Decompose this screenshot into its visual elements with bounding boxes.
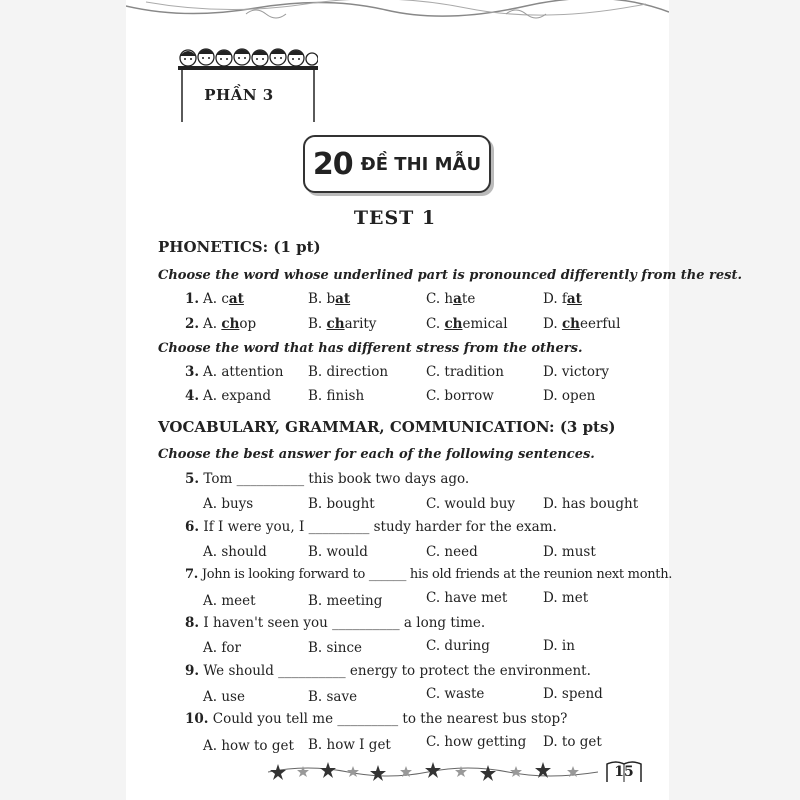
page-number: 15 [604,758,644,784]
q6-option-c: C. need [426,544,478,560]
q2-option-b: B. charity [308,316,377,332]
q8-option-a: A. for [203,640,241,656]
q5-option-a: A. buys [203,496,254,512]
question-10: 10. Could you tell me _________ to the nearest bus stop? [185,711,568,727]
question-8: 8. I haven't seen you __________ a long time. [185,615,486,631]
q6-option-b: B. would [308,544,368,560]
phonetics-instruction-1: Choose the word whose underlined part is pronounced differently from the rest. [158,268,742,283]
q3-option-a: A. attention [203,364,284,380]
q4-option-c: C. borrow [426,388,494,404]
q4-option-d: D. open [543,388,596,404]
q7-option-b: B. meeting [308,593,383,609]
q7-option-d: D. met [543,590,589,606]
q10-option-d: D. to get [543,734,602,750]
q1-option-b: B. bat [308,291,351,307]
question-3 [185,364,199,380]
vocabulary-heading: VOCABULARY, GRAMMAR, COMMUNICATION: (3 pts) [158,418,616,436]
footer-star-decoration [268,756,598,786]
q10-option-a: A. how to get [203,738,294,754]
question-1 [185,291,199,307]
q1-option-c: C. hate [426,291,476,307]
q3-option-d: D. victory [543,364,610,380]
title-text: ĐỀ THI MẪU [360,153,482,175]
q9-option-b: B. save [308,689,358,705]
title-box [303,135,491,193]
question-2 [185,316,199,332]
q5-option-c: C. would buy [426,496,516,512]
phonetics-heading: PHONETICS: (1 pt) [158,238,321,256]
top-flourish-decoration [126,0,669,24]
q5-option-d: D. has bought [543,496,639,512]
q2-option-a: A. chop [203,316,257,332]
q5-option-b: B. bought [308,496,375,512]
q9-option-c: C. waste [426,686,485,702]
q6-option-a: A. should [203,544,267,560]
question-number: 3. [185,364,200,380]
question-5: 5. Tom __________ this book two days ago. [185,471,470,487]
q1-option-a: A. cat [203,291,244,307]
question-number: 1. [185,291,200,307]
q8-option-b: B. since [308,640,362,656]
vocabulary-instruction: Choose the best answer for each of the following sentences. [158,447,595,462]
q9-option-a: A. use [203,689,245,705]
q7-option-a: A. meet [203,593,256,609]
q4-option-b: B. finish [308,388,365,404]
q9-option-d: D. spend [543,686,603,702]
question-7: 7. John is looking forward to ______ his old friends at the reunion next month. [185,567,673,582]
q6-option-d: D. must [543,544,596,560]
q2-option-d: D. cheerful [543,316,621,332]
q4-option-a: A. expand [203,388,271,404]
question-number: 2. [185,316,200,332]
q3-option-c: C. tradition [426,364,504,380]
part-banner [178,48,318,126]
q10-option-b: B. how I get [308,737,391,753]
question-4 [185,388,199,404]
title-number: 20 [312,146,353,182]
q10-option-c: C. how getting [426,734,527,750]
question-6: 6. If I were you, I _________ study harder for the exam. [185,519,557,535]
question-number: 4. [185,388,200,404]
q8-option-d: D. in [543,638,575,654]
q7-option-c: C. have met [426,590,508,606]
q1-option-d: D. fat [543,291,582,307]
question-9: 9. We should __________ energy to protect the environment. [185,663,591,679]
phonetics-instruction-2: Choose the word that has different stress from the others. [158,341,583,356]
part-title: PHẦN 3 [204,86,274,104]
q2-option-c: C. chemical [426,316,508,332]
test-title: TEST 1 [353,207,437,229]
q3-option-b: B. direction [308,364,389,380]
q8-option-c: C. during [426,638,490,654]
